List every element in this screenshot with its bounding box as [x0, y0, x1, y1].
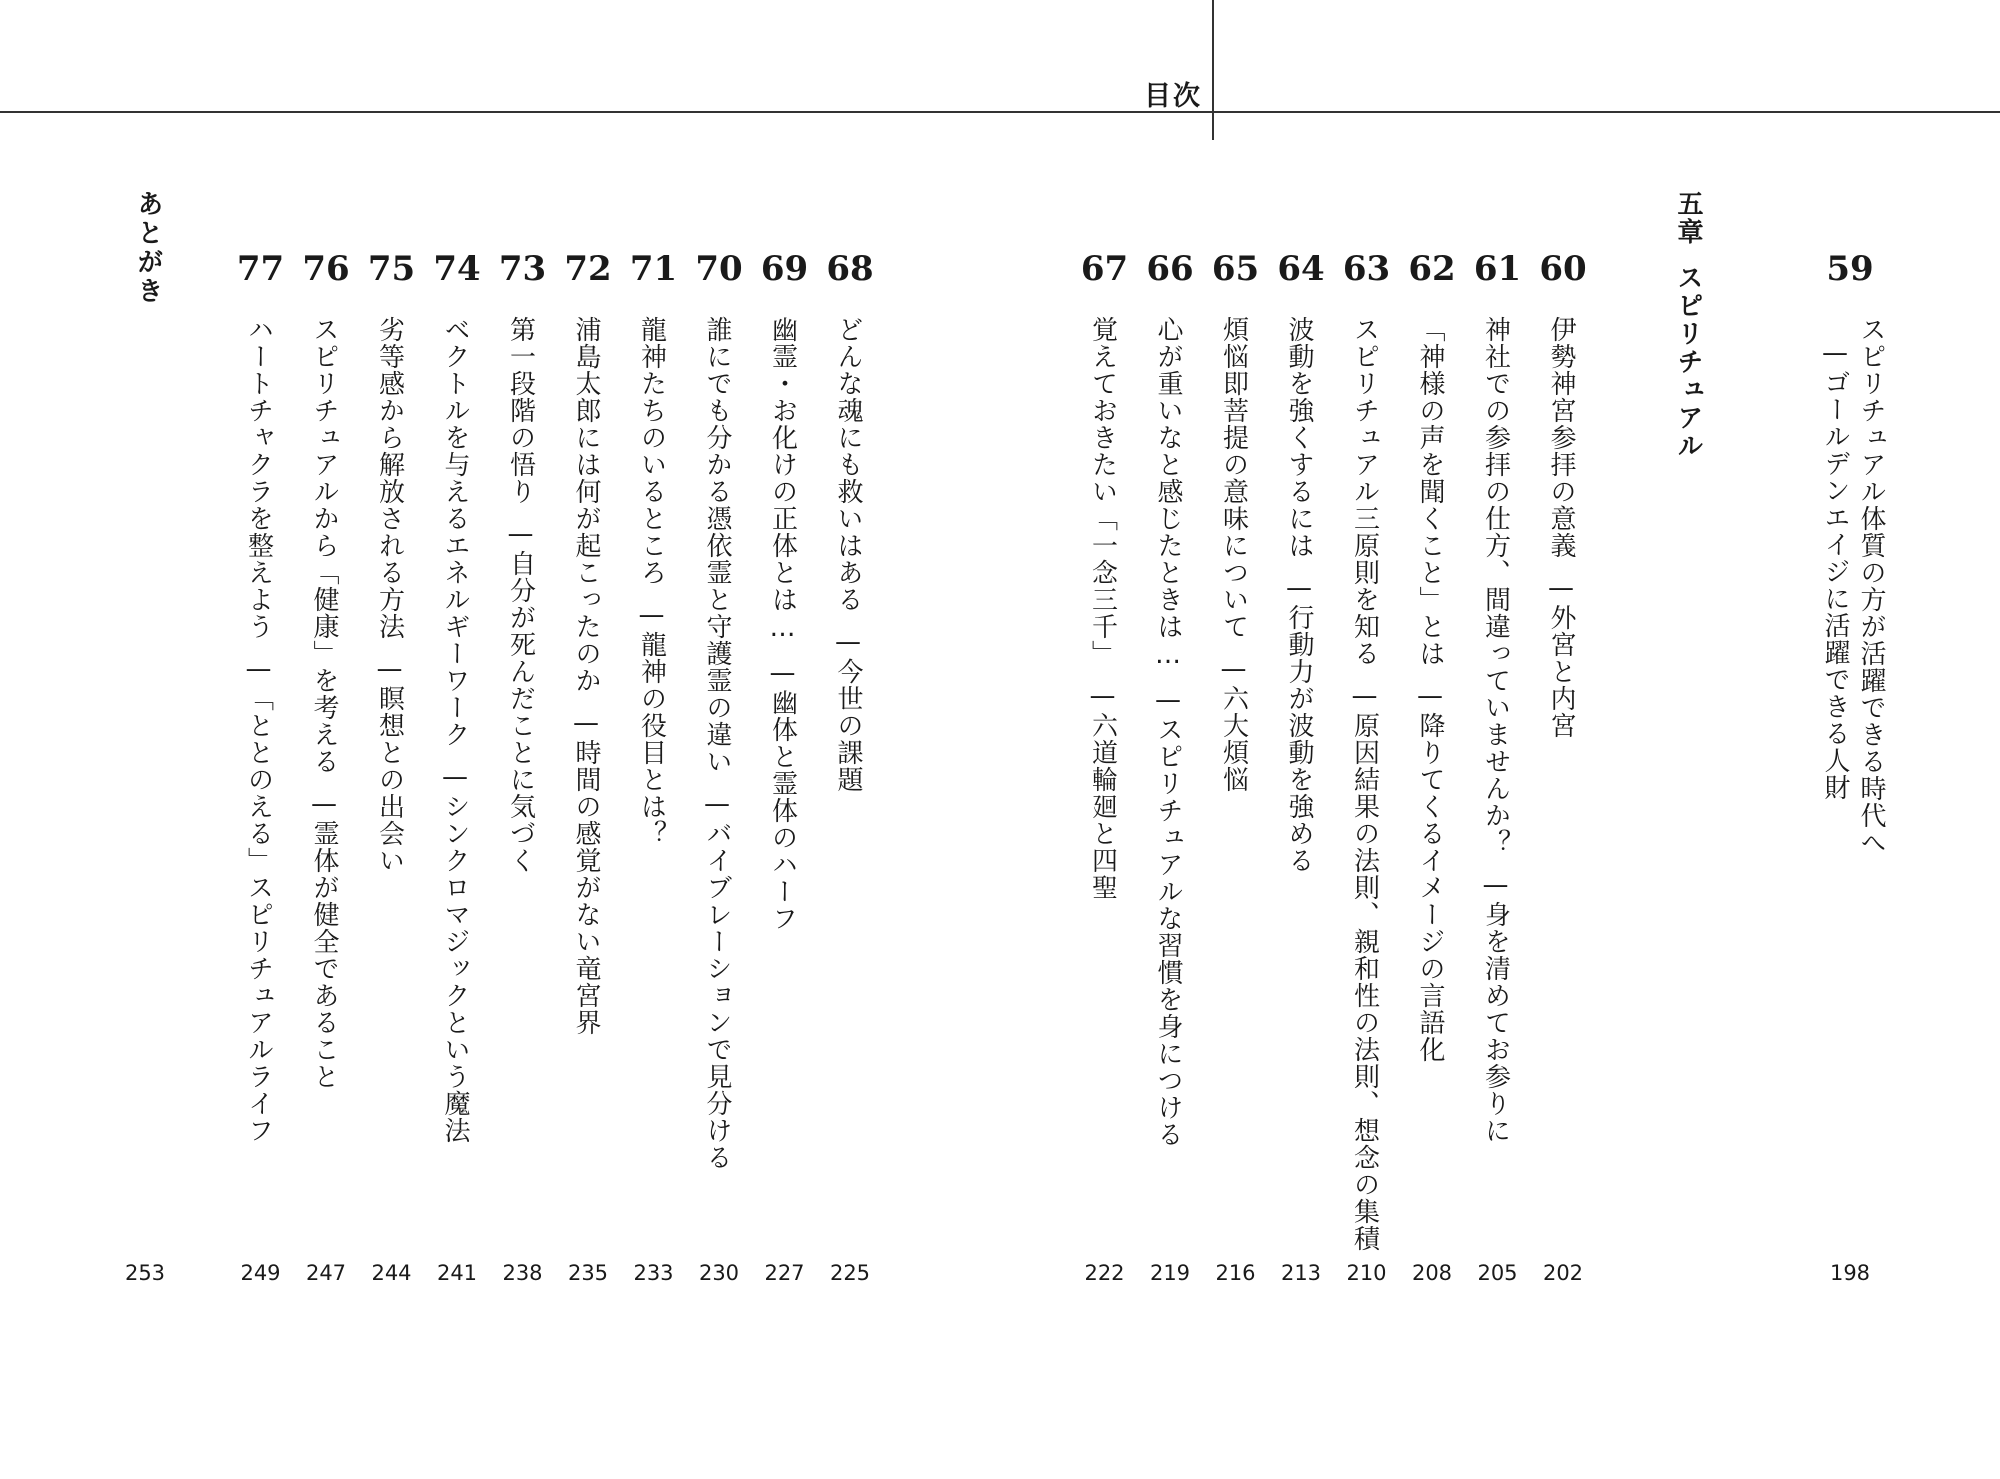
- entry-title-block: [766, 316, 800, 932]
- entry-number: 73: [498, 249, 547, 289]
- entry-title: スピリチュアル三原則を知る: [1349, 316, 1380, 667]
- entry-number: 77: [236, 249, 285, 289]
- entry-page: 216: [1215, 1261, 1256, 1285]
- entry-title-block: [373, 316, 407, 874]
- entry-number: 76: [302, 249, 350, 289]
- entry-title: 第一段階の悟り: [505, 316, 536, 505]
- entry-number: 68: [826, 249, 874, 289]
- entry-title-block: [1413, 316, 1447, 1063]
- entry-subtitle: —降りてくるイメージの言語化: [1415, 681, 1445, 1063]
- entry-title: 神社での参拝の仕方、間違っていませんか？: [1480, 316, 1511, 856]
- entry-title: 龍神たちのいるところ: [636, 316, 667, 586]
- entry-subtitle: —瞑想との出会い: [374, 654, 405, 874]
- entry-title-block: [1544, 316, 1578, 739]
- entry-title: 伊勢神宮参拝の意義: [1546, 316, 1576, 559]
- entry-number: 59: [1826, 249, 1874, 289]
- entry-number: 74: [433, 249, 481, 289]
- entry-number: 64: [1277, 249, 1325, 289]
- entry-title: ハートチャクラを整えよう: [243, 316, 274, 640]
- header-vertical-rule: [1212, 0, 1214, 140]
- chapter-heading: [1670, 190, 1707, 460]
- entry-page: 249: [240, 1261, 281, 1285]
- entry-subtitle: —外宮と内宮: [1546, 573, 1576, 739]
- entry-number: 61: [1473, 249, 1522, 289]
- entry-page: 233: [633, 1261, 674, 1285]
- entry-number: 60: [1539, 249, 1587, 289]
- entry-title-block: [1479, 316, 1513, 1144]
- entry-number: 62: [1408, 249, 1456, 289]
- entry-title-block: [1086, 316, 1120, 901]
- entry-page: 210: [1346, 1261, 1387, 1285]
- entry-subtitle: —シンクロマジックという魔法: [440, 762, 470, 1144]
- entry-number: 71: [629, 249, 678, 289]
- entry-title: スピリチュアル体質の方が活躍できる時代へ: [1856, 316, 1886, 856]
- entry-title-block: [1217, 316, 1251, 793]
- chapter-title: スピリチュアル: [1673, 264, 1703, 460]
- entry-page: 213: [1280, 1261, 1322, 1285]
- page-title: 目次: [1144, 81, 1202, 112]
- entry-page: 241: [436, 1261, 478, 1285]
- entry-title: 劣等感から解放される方法: [374, 316, 405, 640]
- entry-page: 219: [1149, 1261, 1191, 1285]
- entry-number: 75: [367, 249, 416, 289]
- entry-subtitle: —今世の課題: [833, 627, 863, 793]
- entry-page: 205: [1477, 1261, 1518, 1285]
- afterword-page: 253: [124, 1261, 166, 1285]
- entry-title: 幽霊・お化けの正体とは…: [767, 316, 798, 644]
- entry-number: 70: [695, 249, 743, 289]
- entry-number: 72: [564, 249, 612, 289]
- entry-subtitle: —自分が死んだことに気づく: [505, 519, 536, 874]
- entry-page: 202: [1542, 1261, 1584, 1285]
- entry-subtitle: —原因結果の法則、親和性の法則、想念の集積: [1349, 681, 1380, 1252]
- entry-title-block: [1151, 316, 1185, 1148]
- entry-number: 63: [1342, 249, 1391, 289]
- entry-title-block: [1348, 316, 1382, 1252]
- entry-title-block: [504, 316, 538, 874]
- entry-subtitle: —時間の感覚がない竜宮界: [571, 708, 601, 1036]
- entry-title: ベクトルを与えるエネルギーワーク: [440, 316, 470, 748]
- entry-subtitle: —六道輪廻と四聖: [1087, 681, 1118, 901]
- entry-title: スピリチュアルから「健康」を考える: [309, 316, 339, 775]
- entry-title-block: [635, 316, 669, 847]
- entry-page: 225: [829, 1261, 871, 1285]
- entry-subtitle: —バイブレーションで見分ける: [702, 789, 732, 1171]
- entry-subtitle: —「ととのえる」スピリチュアルライフ: [243, 654, 274, 1144]
- entry-title: 覚えておきたい「一念三千」: [1087, 316, 1118, 667]
- header-horizontal-rule: [0, 111, 2000, 113]
- entry-title-block: [307, 316, 341, 1090]
- entry-subtitle: —行動力が波動を強める: [1284, 573, 1314, 874]
- entry-number: 67: [1080, 249, 1129, 289]
- entry-subtitle: —霊体が健全であること: [309, 789, 339, 1090]
- entry-title-block: [242, 316, 276, 1144]
- entry-page: 235: [567, 1261, 609, 1285]
- entry-subtitle: —六大煩悩: [1218, 654, 1249, 793]
- entry-title-block: [700, 316, 734, 1171]
- entry-title-block: [1817, 316, 1889, 856]
- entry-title: 誰にでも分かる憑依霊と守護霊の違い: [702, 316, 732, 775]
- entry-title: 煩悩即菩提の意味について: [1218, 316, 1249, 640]
- entry-title-block: [569, 316, 603, 1036]
- entry-title: 「神様の声を聞くこと」とは: [1415, 316, 1445, 667]
- entry-title-block: [438, 316, 472, 1144]
- entry-subtitle: —龍神の役目とは？: [636, 600, 667, 847]
- entry-page: 230: [698, 1261, 740, 1285]
- entry-title: 波動を強くするには: [1284, 316, 1314, 559]
- entry-number: 65: [1211, 249, 1260, 289]
- entry-subtitle: —幽体と霊体のハーフ: [767, 658, 798, 932]
- entry-page: 208: [1411, 1261, 1453, 1285]
- entry-page: 227: [764, 1261, 805, 1285]
- entry-page: 244: [371, 1261, 412, 1285]
- entry-page: 222: [1084, 1261, 1125, 1285]
- entry-subtitle: —スピリチュアルな習慣を身につける: [1153, 685, 1183, 1148]
- chapter-label: 五章: [1673, 190, 1703, 246]
- entry-number: 69: [760, 249, 809, 289]
- entry-title: 浦島太郎には何が起こったのか: [571, 316, 601, 694]
- entry-title-block: [1282, 316, 1316, 874]
- entry-number: 66: [1146, 249, 1194, 289]
- entry-page: 247: [305, 1261, 347, 1285]
- entry-subtitle: —身を清めてお参りに: [1480, 870, 1511, 1144]
- afterword-title[interactable]: あとがき: [133, 190, 163, 306]
- entry-subtitle: —ゴールデンエイジに活躍できる人財: [1820, 338, 1850, 801]
- entry-title: 心が重いなと感じたときは…: [1153, 316, 1183, 671]
- entry-page: 238: [502, 1261, 543, 1285]
- entry-title-block: [831, 316, 865, 793]
- entry-title: どんな魂にも救いはある: [833, 316, 863, 613]
- entry-page: 198: [1829, 1261, 1871, 1285]
